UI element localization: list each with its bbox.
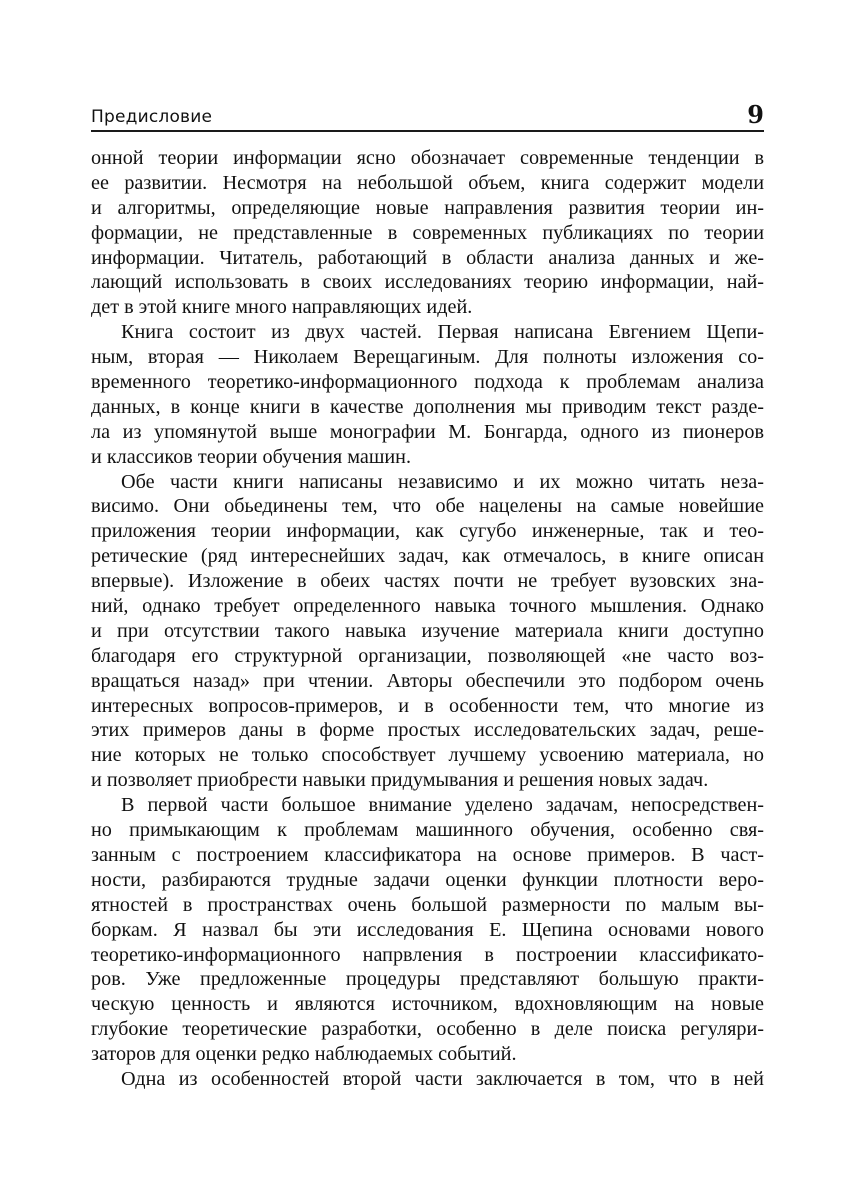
- text-line: и позволяет приобрести навыки придумывания и решения новых задач.: [91, 769, 709, 792]
- text-line: этих примеров даны в форме простых исследовательских задач, реше-: [91, 719, 764, 742]
- text-line: данных, в конце книги в качестве дополнения мы приводим текст разде-: [91, 395, 764, 418]
- text-line: ний, однако требует определенного навыка точного мышления. Однако: [91, 595, 764, 618]
- text-line: и при отсутствии такого навыка изучение материала книги доступно: [91, 619, 764, 642]
- text-line: ческую ценность и являются источником, вдохновляющим на новые: [91, 993, 764, 1016]
- text-line: ности, разбираются трудные задачи оценки функции плотности веро-: [91, 868, 764, 891]
- text-line: благодаря его структурной организации, позволяющей «не часто воз-: [91, 644, 764, 667]
- text-line: ла из упомянутой выше монографии М. Бонгарда, одного из пионеров: [91, 420, 764, 443]
- text-line: временного теоретико-информационного подхода к проблемам анализа: [91, 371, 764, 394]
- running-header: [91, 96, 764, 132]
- text-line: лающий использовать в своих исследованиях теорию информации, най-: [91, 271, 764, 294]
- text-line: боркам. Я назвал бы эти исследования Е. Щепина основами нового: [91, 918, 764, 941]
- text-line: информации. Читатель, работающий в области анализа данных и же-: [91, 246, 764, 269]
- text-line: и классиков теории обучения машин.: [91, 445, 412, 468]
- text-line: вращаться назад» при чтении. Авторы обеспечили это подбором очень: [91, 669, 764, 692]
- text-line: онной теории информации ясно обозначает современные тенденции в: [91, 147, 764, 169]
- text-line: ее развитии. Несмотря на небольшой объем, книга содержит модели: [91, 171, 764, 194]
- text-line: Книга состоит из двух частей. Первая написана Евгением Щепи-: [121, 321, 764, 344]
- text-line: впервые). Изложение в обеих частях почти не требует вузовских зна-: [91, 570, 764, 593]
- chapter-title: Предисловие: [91, 107, 213, 127]
- text-line: висимо. Они обьединены тем, что обе нацелены на самые новейшие: [91, 495, 764, 518]
- text-line: ров. Уже предложенные процедуры представляют большую практи-: [91, 968, 764, 991]
- text-line: и алгоритмы, определяющие новые направления развития теории ин-: [91, 196, 764, 219]
- text-line: но примыкающим к проблемам машинного обучения, особенно свя-: [91, 819, 764, 842]
- text-line: Одна из особенностей второй части заключается в том, что в ней: [121, 1067, 764, 1090]
- text-line: теоретико-информационного напрвления в построении классификато-: [91, 943, 764, 966]
- body-text: [91, 146, 764, 1092]
- text-line: глубокие теоретические разработки, особенно в деле поиска регуляри-: [91, 1018, 764, 1041]
- text-line: формации, не представленные в современных публикациях по теории: [91, 221, 764, 244]
- text-line: В первой части большое внимание уделено задачам, непосредствен-: [121, 794, 764, 817]
- text-line: ным, вторая — Николаем Верещагиным. Для полноты изложения со-: [91, 346, 764, 369]
- text-line: занным с построением классификатора на основе примеров. В част-: [91, 843, 764, 866]
- text-line: ятностей в пространствах очень большой размерности по малым вы-: [91, 893, 764, 916]
- text-line: Обе части книги написаны независимо и их можно читать неза-: [121, 470, 764, 493]
- text-line: дет в этой книге много направляющих идей.: [91, 296, 473, 319]
- page-number: 9: [747, 100, 764, 129]
- text-line: ние которых не только способствует лучшему усвоению материала, но: [91, 744, 764, 767]
- text-line: заторов для оценки редко наблюдаемых событий.: [91, 1043, 517, 1066]
- text-line: ретические (ряд интереснейших задач, как отмечалось, в книге описан: [91, 545, 764, 568]
- text-line: приложения теории информации, как сугубо инженерные, так и тео-: [91, 520, 764, 543]
- text-line: интересных вопросов-примеров, и в особенности тем, что многие из: [91, 694, 764, 717]
